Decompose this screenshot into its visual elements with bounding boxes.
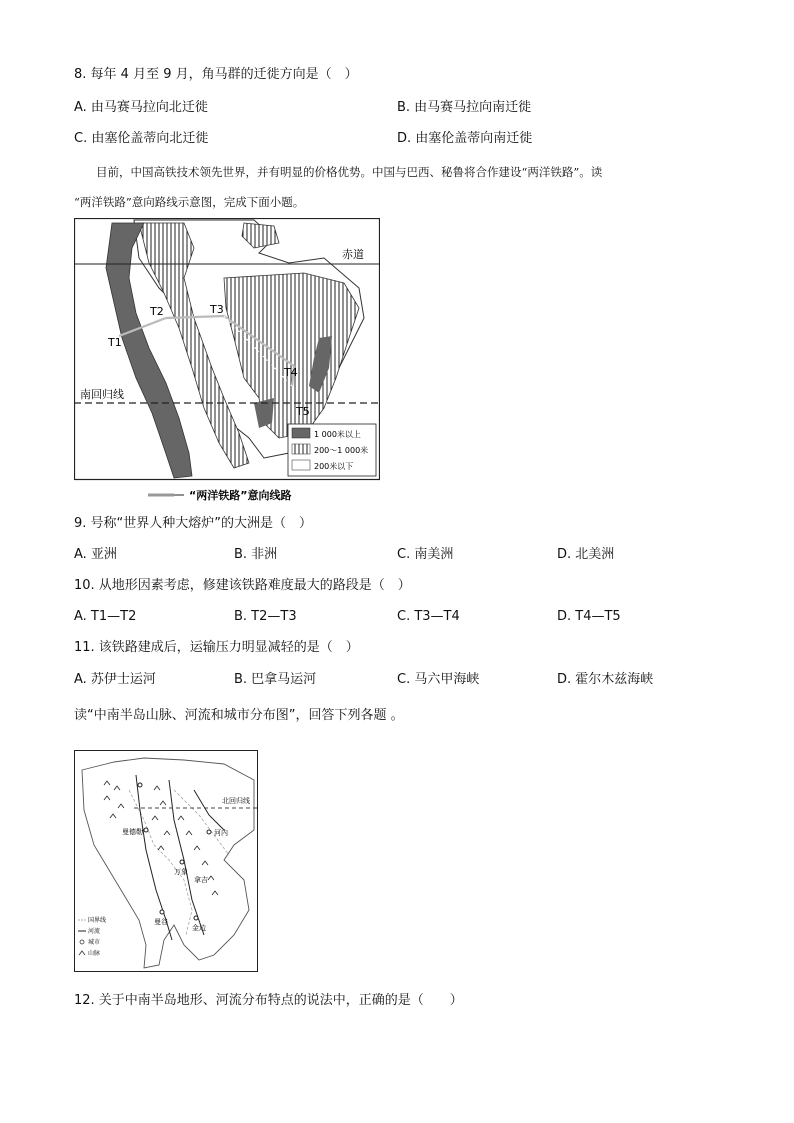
q11-option-c: C. 马六甲海峡	[397, 672, 480, 687]
q9-option-b: B. 非洲	[234, 547, 278, 562]
q11-stem: 11. 该铁路建成后，运输压力明显减轻的是（ ）	[74, 640, 359, 655]
equator-label: 赤道	[342, 248, 364, 261]
route-caption: “两洋铁路”意向线路	[189, 489, 292, 502]
q9-option-d: D. 北美洲	[557, 547, 615, 562]
indochina-map	[74, 750, 258, 972]
south-america-railway-map	[74, 218, 380, 508]
legend-low: 200米以下	[314, 462, 354, 471]
intro-2: 读“中南半岛山脉、河流和城市分布图”，回答下列各题 。	[74, 708, 404, 723]
q11-option-b: B. 巴拿马运河	[234, 672, 317, 687]
city-vientiane: 万象	[174, 868, 188, 876]
map2-tropic-label: 北回归线	[222, 797, 250, 805]
q9-option-c: C. 南美洲	[397, 547, 454, 562]
city-bangkok: 曼谷	[154, 918, 168, 926]
point-t1: T1	[108, 336, 122, 349]
q10-option-b: B. T2—T3	[234, 609, 297, 624]
q10-option-a: A. T1—T2	[74, 609, 137, 624]
q9-stem: 9. 号称“世界人种大熔炉”的大洲是（ ）	[74, 516, 313, 531]
legend-border: 国界线	[88, 917, 107, 924]
q11-option-d: D. 霍尔木兹海峡	[557, 672, 654, 687]
city-hanoi: 河内	[214, 829, 228, 837]
q8-stem: 8. 每年 4 月至 9 月，角马群的迁徙方向是（ ）	[74, 67, 358, 82]
point-t2: T2	[150, 305, 164, 318]
q10-option-d: D. T4—T5	[557, 609, 621, 624]
city-naji: 拿吉	[194, 876, 208, 884]
q8-option-d: D. 由塞伦盖蒂向南迁徙	[397, 131, 533, 146]
q8-option-a: A. 由马赛马拉向北迁徙	[74, 100, 208, 115]
city-mandalay: 曼德勒	[122, 828, 143, 836]
legend-mid: 200～1 000米	[314, 446, 369, 455]
tropic-label: 南回归线	[80, 388, 124, 401]
q8-option-c: C. 由塞伦盖蒂向北迁徙	[74, 131, 209, 146]
legend-high: 1 000米以上	[314, 430, 361, 439]
legend-mountain: 山脉	[88, 950, 101, 957]
point-t4: T4	[284, 366, 298, 379]
point-t3: T3	[210, 303, 224, 316]
legend-city: 城市	[88, 939, 101, 946]
legend-river: 河流	[88, 928, 101, 935]
q10-option-c: C. T3—T4	[397, 609, 460, 624]
passage-line-2: “两洋铁路”意向路线示意图，完成下面小题。	[74, 195, 305, 209]
point-t5: T5	[296, 405, 310, 418]
q11-option-a: A. 苏伊士运河	[74, 672, 156, 687]
q10-stem: 10. 从地形因素考虑，修建该铁路难度最大的路段是（ ）	[74, 578, 411, 593]
q8-option-b: B. 由马赛马拉向南迁徙	[397, 100, 532, 115]
city-phnom-penh: 金边	[192, 924, 206, 932]
q9-option-a: A. 亚洲	[74, 547, 117, 562]
q12-stem: 12. 关于中南半岛地形、河流分布特点的说法中，正确的是（ ）	[74, 993, 463, 1008]
passage-line-1: 目前，中国高铁技术领先世界，并有明显的价格优势。中国与巴西、秘鲁将合作建设“两洋铁路”。读	[96, 165, 603, 179]
